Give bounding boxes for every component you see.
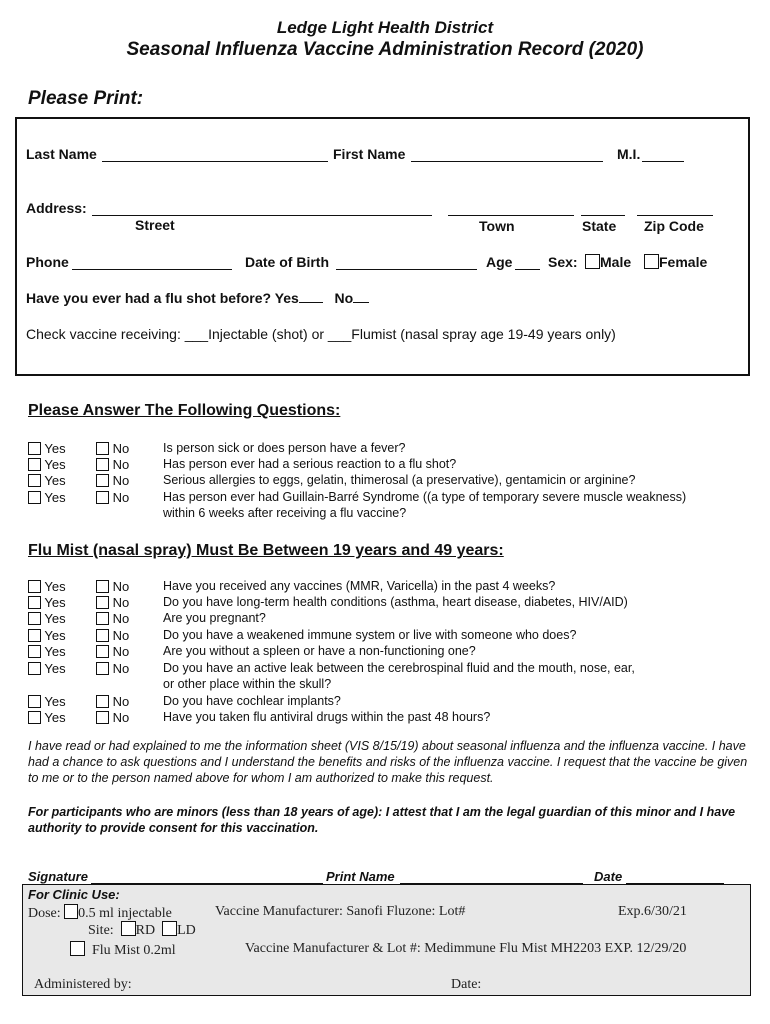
dob-label: Date of Birth <box>245 254 329 270</box>
section2-question-text: Are you pregnant? <box>163 611 266 625</box>
section1-no-option[interactable] <box>96 490 129 505</box>
female-checkbox[interactable] <box>644 254 659 269</box>
no-checkbox[interactable] <box>96 612 109 625</box>
yes-label: Yes <box>44 661 66 676</box>
male-label: Male <box>600 254 632 270</box>
sex-male-option[interactable] <box>585 254 631 270</box>
zip-field[interactable] <box>637 215 713 216</box>
site-label: Site: <box>88 923 114 938</box>
section2-question-text: Have you received any vaccines (MMR, Varicella) in the past 4 weeks? <box>163 579 556 593</box>
yes-label: Yes <box>44 644 66 659</box>
section2-question-text: Are you without a spleen or have a non-functioning one? <box>163 644 476 658</box>
section1-no-option[interactable] <box>96 473 129 488</box>
site-rd-label: RD <box>135 923 156 938</box>
no-label: No <box>112 694 130 709</box>
site-rd-checkbox[interactable] <box>121 921 136 936</box>
section2-no-option[interactable] <box>96 644 129 659</box>
yes-checkbox[interactable] <box>28 474 41 487</box>
yes-label: Yes <box>44 490 66 505</box>
section1-question-text: within 6 weeks after receiving a flu vaccine? <box>163 506 407 520</box>
yes-label: Yes <box>44 457 66 472</box>
no-label: No <box>112 710 130 725</box>
phone-label: Phone <box>26 254 69 270</box>
dose-label: Dose: <box>28 906 61 921</box>
yes-checkbox[interactable] <box>28 596 41 609</box>
section1-title: Please Answer The Following Questions: <box>28 402 341 419</box>
section1-question-text: Has person ever had a serious reaction to a flu shot? <box>163 457 457 471</box>
flu-before-no-field[interactable] <box>353 302 369 303</box>
yes-checkbox[interactable] <box>28 442 41 455</box>
yes-checkbox[interactable] <box>28 629 41 642</box>
last-name-field[interactable] <box>102 161 328 162</box>
yes-checkbox[interactable] <box>28 458 41 471</box>
flumist-checkbox[interactable] <box>70 941 85 956</box>
no-label: No <box>112 490 130 505</box>
no-label: No <box>112 457 130 472</box>
section1-yes-option[interactable] <box>28 473 66 488</box>
yes-label: Yes <box>44 441 66 456</box>
fluzone-exp: Exp.6/30/21 <box>618 904 687 919</box>
no-checkbox[interactable] <box>96 662 109 675</box>
no-label: No <box>112 441 130 456</box>
clinic-date-label: Date: <box>451 977 482 992</box>
yes-label: Yes <box>44 710 66 725</box>
section2-question-text: Do you have long-term health conditions (asthma, heart disease, diabetes, HIV/AID) <box>163 595 628 609</box>
section2-no-option[interactable] <box>96 661 129 676</box>
section2-yes-option[interactable] <box>28 644 66 659</box>
mi-field[interactable] <box>642 161 684 162</box>
section1-no-option[interactable] <box>96 457 129 472</box>
section1-question-text: Serious allergies to eggs, gelatin, thimerosal (a preservative), gentamicin or arginine? <box>163 473 636 487</box>
section2-question-text: Have you taken flu antiviral drugs within the past 48 hours? <box>163 710 491 724</box>
section1-question-text: Is person sick or does person have a fever? <box>163 441 406 455</box>
age-field[interactable] <box>515 269 540 270</box>
section2-yes-option[interactable] <box>28 710 66 725</box>
section2-question-text: or other place within the skull? <box>163 677 332 691</box>
yes-checkbox[interactable] <box>28 662 41 675</box>
state-label: State <box>582 218 617 234</box>
section1-no-option[interactable] <box>96 441 129 456</box>
no-checkbox[interactable] <box>96 629 109 642</box>
signature-label: Signature <box>28 869 88 884</box>
section2-question-text: Do you have a weakened immune system or live with someone who does? <box>163 628 577 642</box>
yes-label: Yes <box>44 628 66 643</box>
yes-checkbox[interactable] <box>28 491 41 504</box>
town-label: Town <box>479 218 515 234</box>
town-field[interactable] <box>448 215 574 216</box>
section2-no-option[interactable] <box>96 710 129 725</box>
site-row <box>88 921 196 939</box>
dose-injectable-label: 0.5 ml injectable <box>78 906 172 921</box>
no-checkbox[interactable] <box>96 442 109 455</box>
dob-field[interactable] <box>336 269 477 270</box>
section2-question-text: Do you have cochlear implants? <box>163 694 341 708</box>
clinic-title: For Clinic Use: <box>28 887 120 902</box>
form-title: Seasonal Influenza Vaccine Administration Record (2020) <box>126 39 644 60</box>
no-label: No <box>112 595 130 610</box>
dose-injectable-checkbox[interactable] <box>64 904 78 919</box>
section2-no-option[interactable] <box>96 595 129 610</box>
no-label: No <box>112 661 130 676</box>
no-checkbox[interactable] <box>96 645 109 658</box>
no-checkbox[interactable] <box>96 580 109 593</box>
section2-no-option[interactable] <box>96 579 129 594</box>
no-checkbox[interactable] <box>96 458 109 471</box>
section2-question-text: Do you have an active leak between the cerebrospinal fluid and the mouth, nose, ear, <box>163 661 635 675</box>
section1-yes-option[interactable] <box>28 490 66 505</box>
sex-label: Sex: <box>548 254 578 270</box>
no-label: No <box>112 579 130 594</box>
site-ld-label: LD <box>177 923 196 938</box>
no-checkbox[interactable] <box>96 596 109 609</box>
sex-female-option[interactable] <box>644 254 707 270</box>
yes-checkbox[interactable] <box>28 695 41 708</box>
flu-before-question <box>26 290 369 306</box>
no-label: No <box>112 644 130 659</box>
flu-before-label: Have you ever had a flu shot before? Yes <box>26 290 299 306</box>
site-ld-checkbox[interactable] <box>162 921 177 936</box>
check-vaccine-line: Check vaccine receiving: ___Injectable (shot) or ___Flumist (nasal spray age 19-49 years only) <box>26 326 616 342</box>
section2-no-option[interactable] <box>96 628 129 643</box>
street-field[interactable] <box>92 215 432 216</box>
first-name-label: First Name <box>333 146 406 162</box>
age-label: Age <box>486 254 513 270</box>
section2-yes-option[interactable] <box>28 694 66 709</box>
yes-label: Yes <box>44 595 66 610</box>
no-checkbox[interactable] <box>96 491 109 504</box>
no-checkbox[interactable] <box>96 695 109 708</box>
print-name-label: Print Name <box>326 869 395 884</box>
yes-checkbox[interactable] <box>28 580 41 593</box>
no-label: No <box>112 628 130 643</box>
section1-question-text: Has person ever had Guillain-Barré Syndrome ((a type of temporary severe muscle weakness) <box>163 490 687 504</box>
no-label: No <box>112 473 130 488</box>
no-label: No <box>112 611 130 626</box>
section2-title: Flu Mist (nasal spray) Must Be Between 19 years and 49 years: <box>28 542 504 559</box>
section2-yes-option[interactable] <box>28 628 66 643</box>
yes-label: Yes <box>44 579 66 594</box>
yes-checkbox[interactable] <box>28 612 41 625</box>
please-print-label: Please Print: <box>28 88 144 109</box>
date-label: Date <box>594 869 623 884</box>
no-checkbox[interactable] <box>96 474 109 487</box>
phone-field[interactable] <box>72 269 232 270</box>
fluzone-manufacturer: Vaccine Manufacturer: Sanofi Fluzone: Lot# <box>215 904 466 919</box>
section2-yes-option[interactable] <box>28 611 66 626</box>
flu-before-yes-field[interactable] <box>299 302 323 303</box>
yes-label: Yes <box>44 611 66 626</box>
first-name-field[interactable] <box>411 161 603 162</box>
section2-yes-option[interactable] <box>28 579 66 594</box>
section2-yes-option[interactable] <box>28 595 66 610</box>
flumist-manufacturer: Vaccine Manufacturer & Lot #: Medimmune Flu Mist MH2203 EXP. 12/29/20 <box>245 941 687 956</box>
no-checkbox[interactable] <box>96 711 109 724</box>
state-field[interactable] <box>581 215 625 216</box>
street-label: Street <box>135 217 175 233</box>
female-label: Female <box>659 254 708 270</box>
yes-label: Yes <box>44 473 66 488</box>
section2-no-option[interactable] <box>96 694 129 709</box>
org-title: Ledge Light Health District <box>276 18 494 37</box>
section1-yes-option[interactable] <box>28 457 66 472</box>
yes-label: Yes <box>44 694 66 709</box>
male-checkbox[interactable] <box>585 254 600 269</box>
section2-yes-option[interactable] <box>28 661 66 676</box>
minors-consent-text: For participants who are minors (less than 18 years of age): I attest that I am the legal guardian of this minor and I have authority to provide consent for this vaccination. <box>28 805 736 835</box>
dose-row <box>28 904 172 922</box>
address-label: Address: <box>26 200 87 216</box>
flumist-label: Flu Mist 0.2ml <box>92 943 176 958</box>
flu-before-no-label: No <box>334 290 354 306</box>
flumist-row <box>70 941 176 959</box>
consent-text: I have read or had explained to me the information sheet (VIS 8/15/19) about seasonal influenza and the influenza vaccine. I have had a chance to ask questions and I understand the benefits and risks of the influenza vaccine. I request that the vaccine be given to me or to the person named above for whom I am authorized to make this request. <box>28 739 748 785</box>
yes-checkbox[interactable] <box>28 645 41 658</box>
mi-label: M.I. <box>617 146 641 162</box>
last-name-label: Last Name <box>26 146 97 162</box>
section2-no-option[interactable] <box>96 611 129 626</box>
section1-yes-option[interactable] <box>28 441 66 456</box>
administered-by-label: Administered by: <box>34 977 132 992</box>
zip-label: Zip Code <box>644 218 704 234</box>
yes-checkbox[interactable] <box>28 711 41 724</box>
